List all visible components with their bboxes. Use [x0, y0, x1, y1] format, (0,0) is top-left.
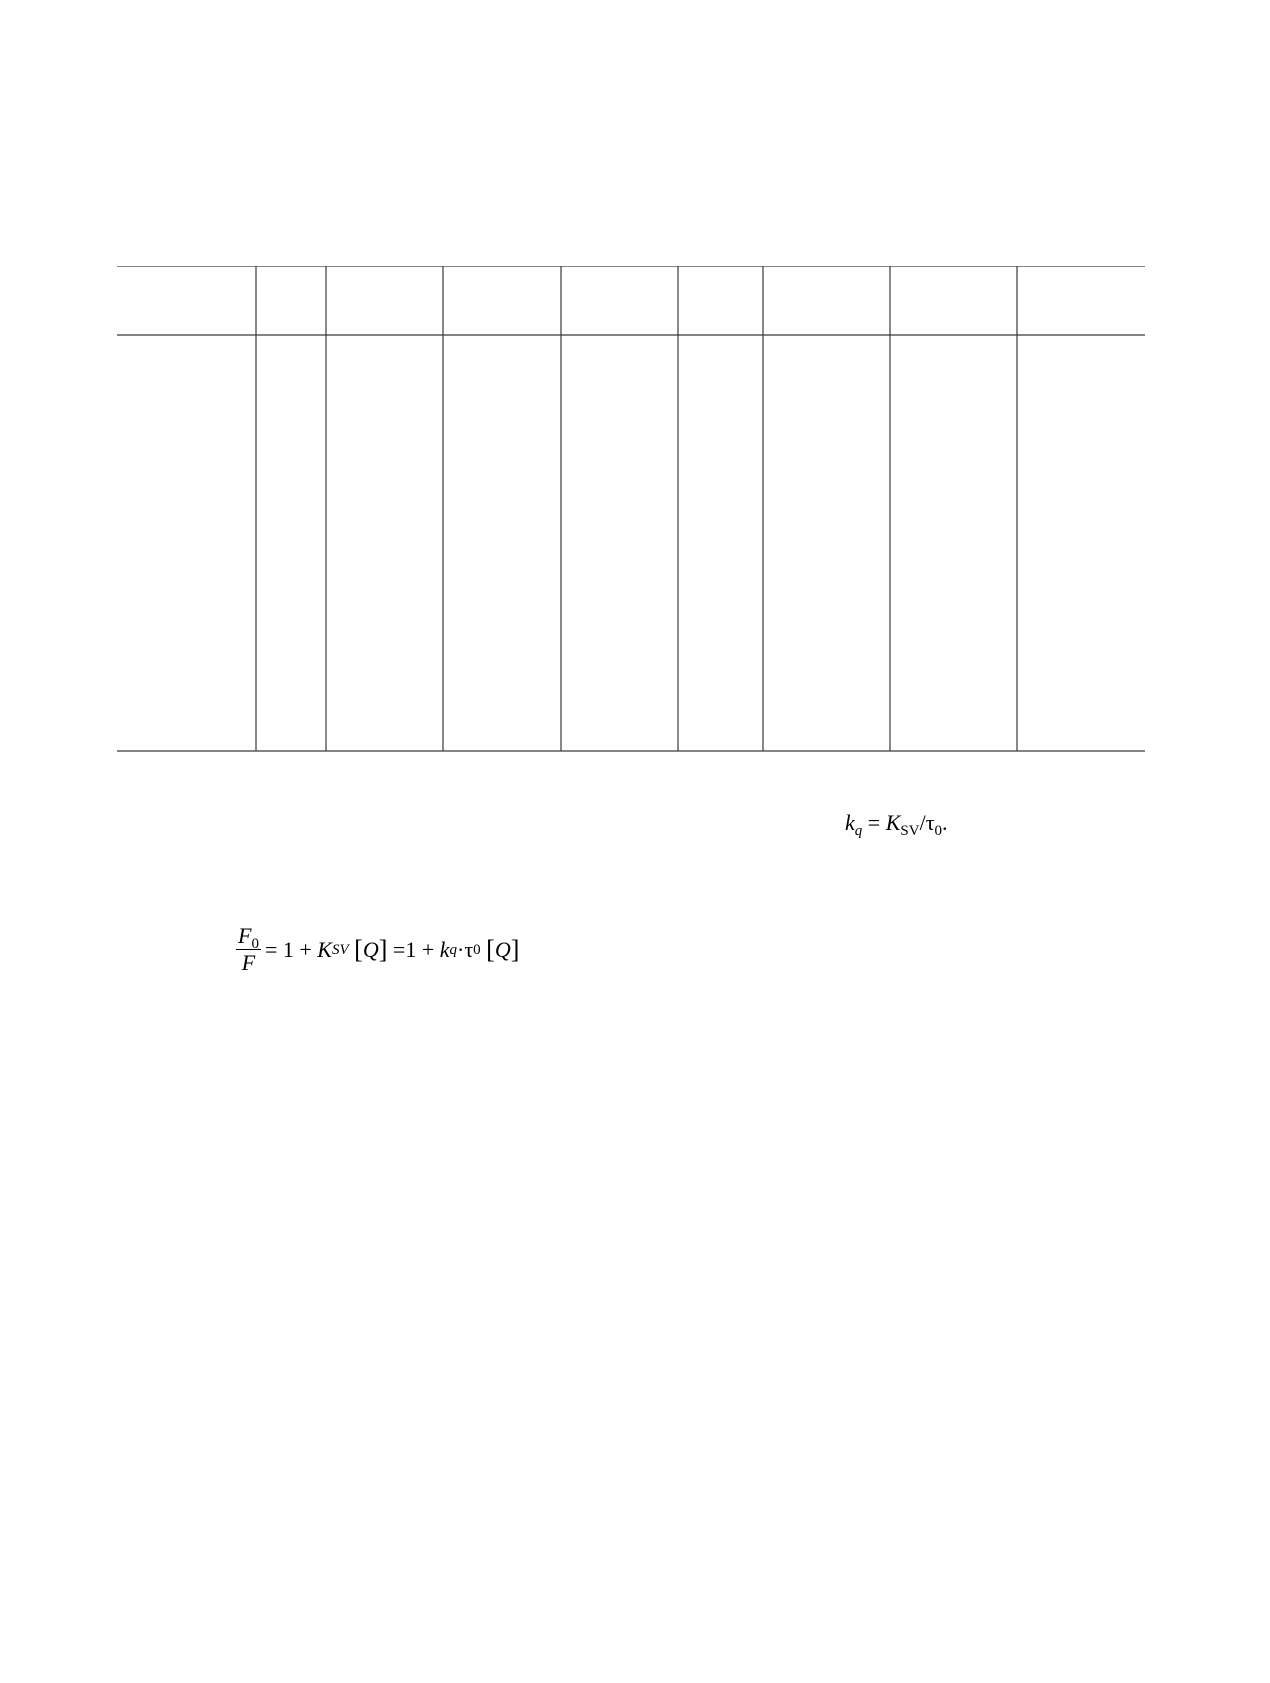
f0-symbol: F [238, 923, 252, 948]
left-bracket: [ [354, 934, 363, 964]
period: . [942, 810, 948, 835]
quencher-symbol: Q [494, 936, 511, 962]
multiplication-dot: · [457, 936, 465, 962]
right-bracket: ] [510, 934, 520, 964]
right-bracket: ] [378, 934, 388, 964]
tau-symbol: τ [925, 810, 935, 835]
ksv-subscript: SV [900, 823, 920, 839]
f0-subscript: 0 [251, 936, 259, 952]
tau-subscript: 0 [934, 823, 943, 839]
one: 1 [282, 936, 294, 962]
kq-subscript: q [854, 823, 863, 839]
plus-sign: + [299, 936, 312, 962]
ksv-symbol: K [885, 810, 901, 835]
fraction-denominator: F [241, 950, 256, 975]
left-bracket: [ [486, 934, 495, 964]
equals-sign: = [867, 810, 881, 835]
plus-sign: + [421, 936, 435, 962]
kq-symbol: k [439, 936, 450, 962]
rate-constant-equation [845, 810, 948, 839]
one: 1 [405, 936, 417, 962]
ksv-symbol: K [317, 936, 332, 962]
division-slash: / [919, 810, 926, 835]
quencher-symbol: Q [362, 936, 379, 962]
kq-symbol: k [845, 810, 855, 835]
equals-sign: = [264, 936, 278, 962]
fraction-numerator [236, 925, 261, 950]
equals-sign: = [392, 936, 406, 962]
stern-volmer-equation: $\frac{F_0}{F}$ = 1 + K SV [ Q ] = 1 + k q · τ 0 [ Q ] [238, 923, 520, 975]
intensity-ratio-fraction [236, 925, 261, 974]
tau-symbol: τ [464, 936, 474, 962]
empty-data-table [117, 266, 1145, 752]
